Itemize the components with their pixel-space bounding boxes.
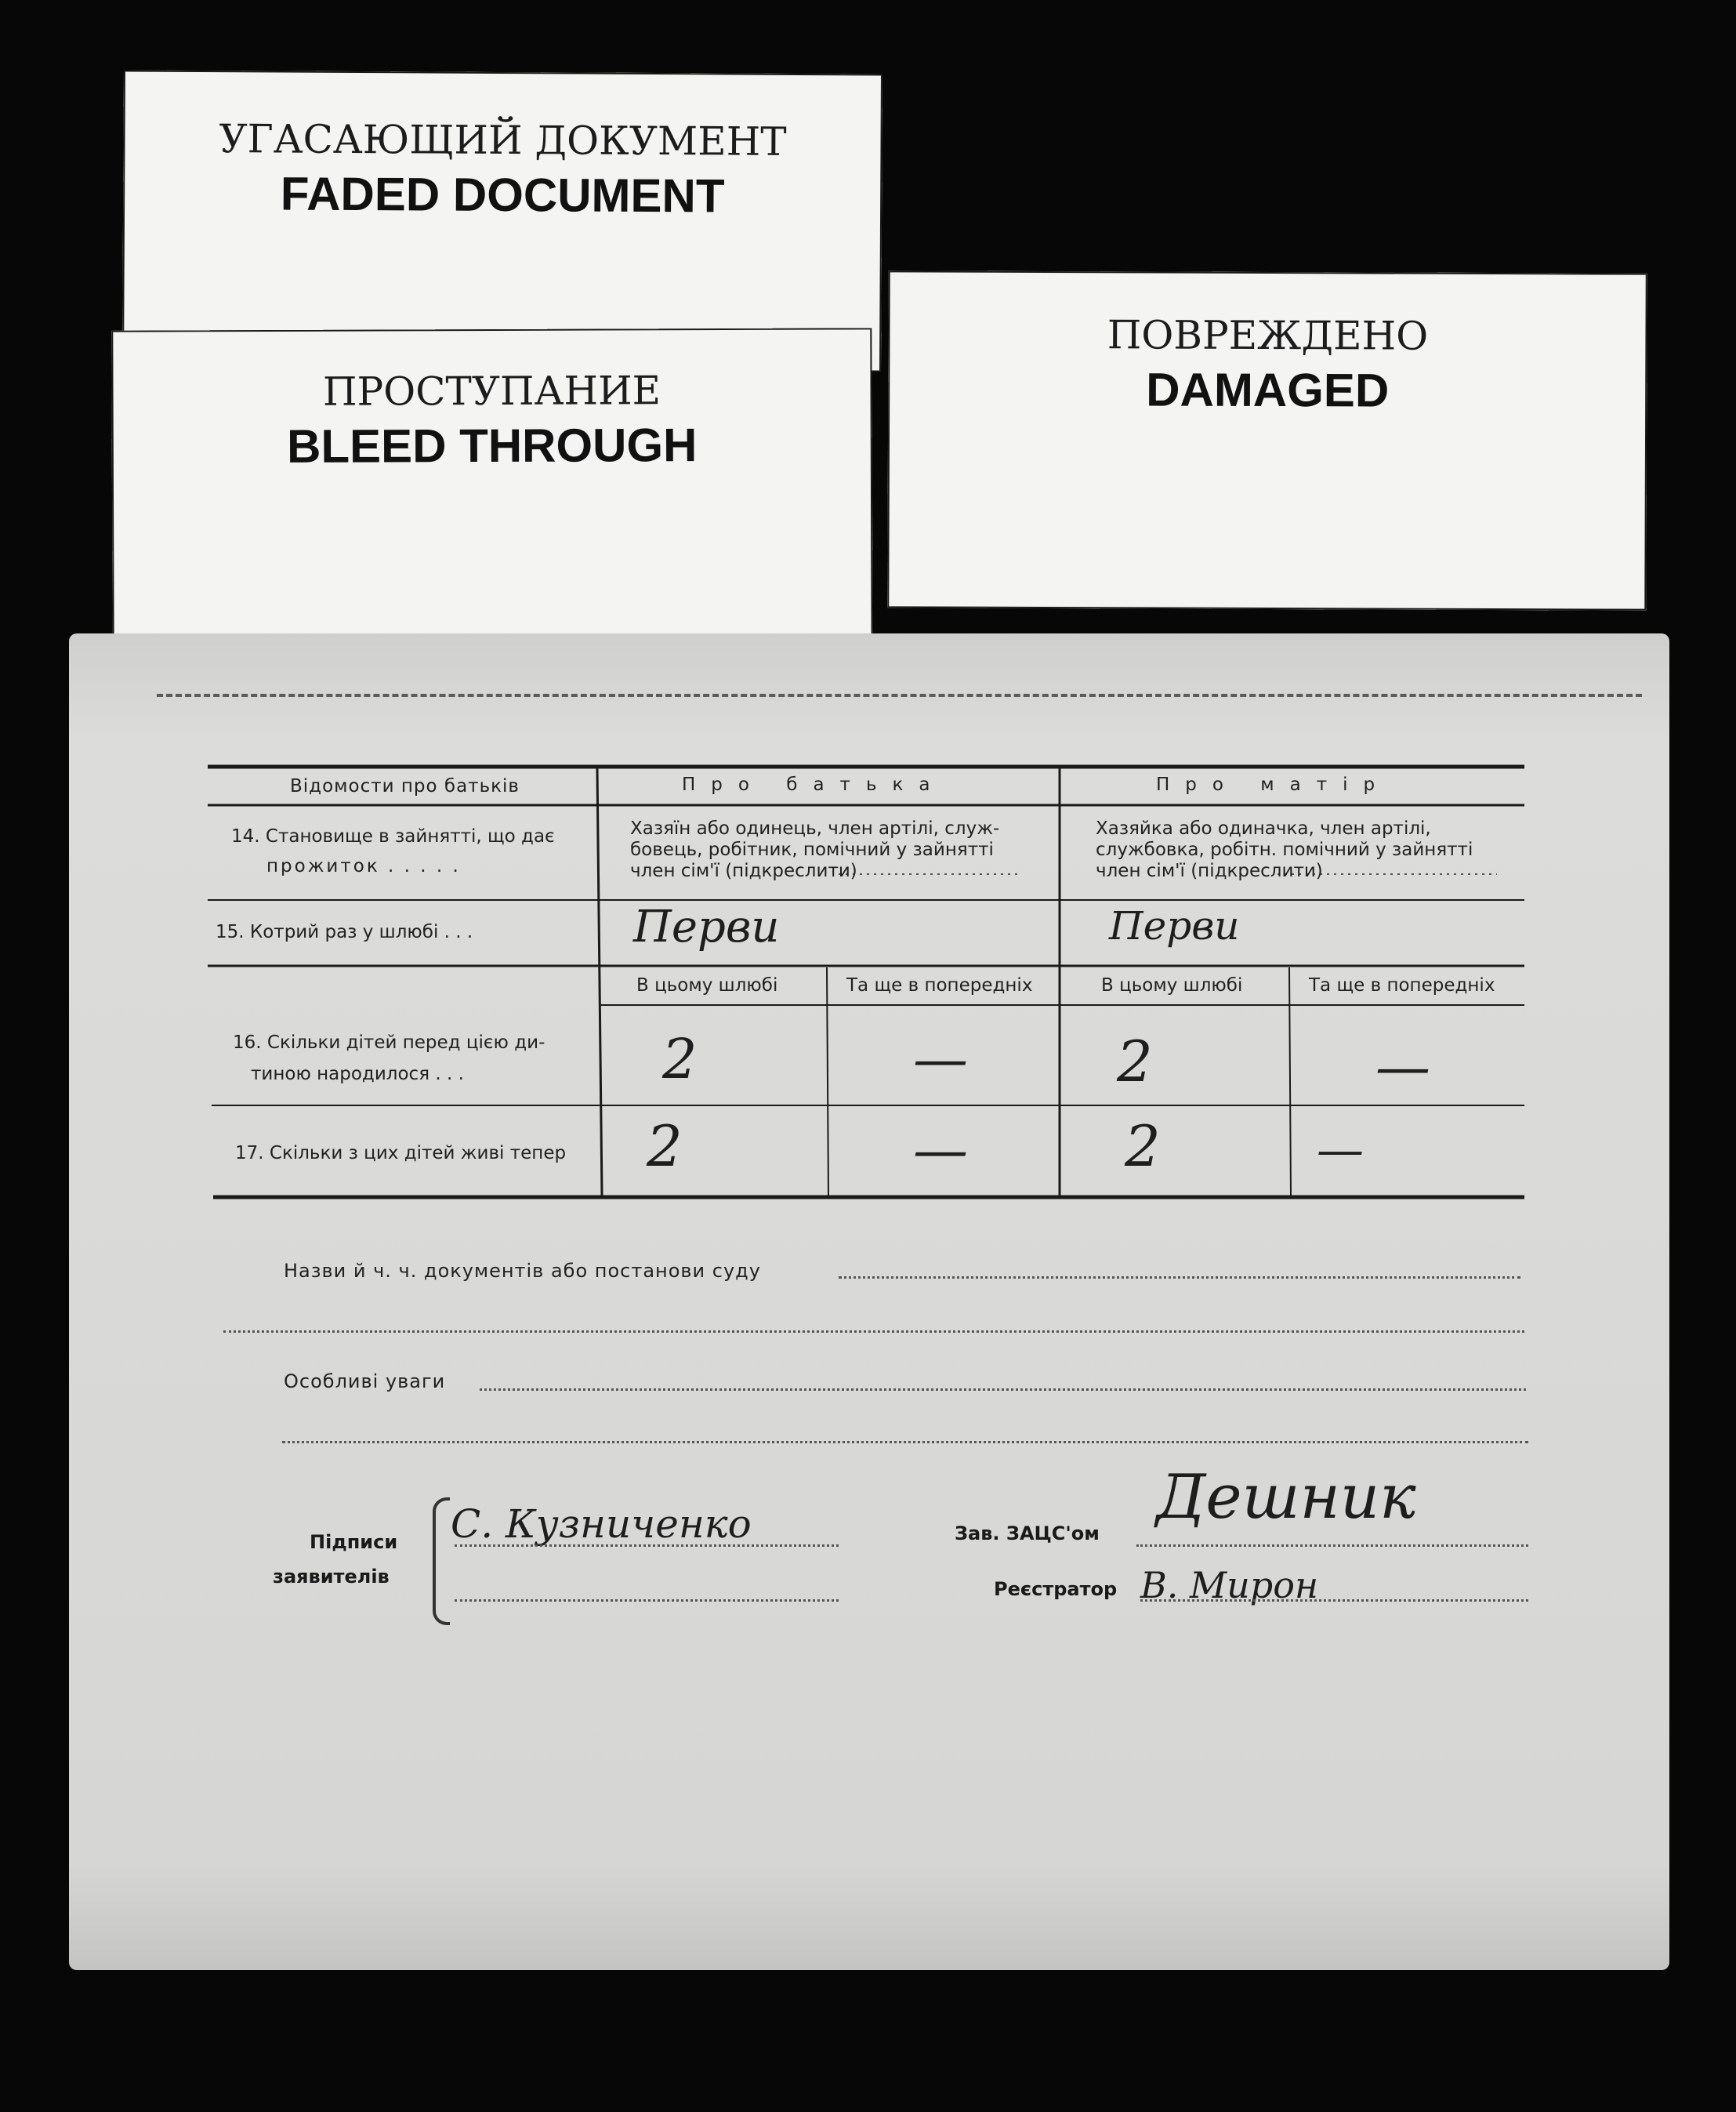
row16-mother-prev: — (1375, 1035, 1430, 1099)
row16-label-line1: 16. Скільки дітей перед цією ди- (233, 1032, 545, 1053)
registrar-signature-line (1140, 1599, 1528, 1602)
subheader-mother-previous: Та ще в попередніх (1309, 975, 1495, 996)
damaged-card-russian: ПОВРЕЖДЕНО (1107, 312, 1429, 359)
remarks-line-2 (282, 1441, 1528, 1443)
row17-label: 17. Скільки з цих дітей живі тепер (235, 1143, 567, 1163)
head-label: Зав. ЗАЦС'ом (955, 1522, 1100, 1544)
row17-father-this: 2 (647, 1113, 683, 1179)
header-about-father: Про батька (682, 775, 946, 795)
applicant-signature-line-2 (455, 1599, 839, 1602)
row17-mother-this: 2 (1125, 1113, 1161, 1179)
applicants-label-line2: заявителів (273, 1566, 390, 1588)
faded-card-english: FADED DOCUMENT (280, 167, 725, 223)
applicant-signature-line-1 (455, 1544, 839, 1547)
registrar-label: Реєстратор (994, 1578, 1118, 1600)
faded-card-russian: УГАСАЮЩИЙ ДОКУМЕНТ (219, 116, 787, 165)
row16-father-this: 2 (662, 1027, 698, 1091)
subheader-mother-this-marriage: В цьому шлюбі (1101, 975, 1243, 996)
row16-mother-this: 2 (1117, 1029, 1153, 1094)
remarks-line (480, 1388, 1526, 1391)
applicants-label-line1: Підписи (310, 1531, 398, 1553)
subheader-father-this-marriage: В цьому шлюбі (636, 975, 778, 996)
applicants-brace (433, 1497, 450, 1625)
head-signature: Дешник (1156, 1462, 1416, 1533)
applicant-signature: С. Кузниченко (451, 1501, 752, 1547)
subheader-father-previous: Та ще в попередніх (846, 975, 1033, 996)
row17-mother-prev: — (1317, 1123, 1364, 1178)
row15-father-handwritten: Перви (633, 902, 780, 953)
header-parents-info: Відомости про батьків (290, 776, 520, 797)
remarks-label: Особливі уваги (284, 1370, 446, 1392)
row14-father-line1: Хазяїн або одинець, член артілі, служ- (630, 818, 1000, 839)
damaged-card-english: DAMAGED (1146, 363, 1390, 417)
row17-father-prev: — (913, 1118, 968, 1182)
row15-label: 15. Котрий раз у шлюбі . . . (216, 922, 473, 942)
header-about-mother: Про матір (1156, 775, 1391, 795)
documents-line-1 (839, 1276, 1520, 1279)
documents-line-2 (223, 1330, 1524, 1333)
head-signature-line (1136, 1544, 1528, 1547)
row14-mother-line2: службовка, робітн. помічний у зайнятті (1096, 840, 1473, 860)
row14-mother-line1: Хазяйка або одиначка, член артілі, (1096, 818, 1431, 839)
documents-label: Назви й ч. ч. документів або постанови суду (284, 1260, 761, 1282)
bleed-card-english: BLEED THROUGH (286, 419, 698, 473)
bleed-card-russian: ПРОСТУПАНИЕ (322, 368, 661, 415)
row14-mother-line3: член сім'ї (підкреслити) (1096, 861, 1323, 881)
row16-father-prev: — (913, 1027, 968, 1091)
row16-label-line2: тиною народилося . . . (251, 1064, 464, 1084)
row14-label-line1: 14. Становище в зайнятті, що дає (231, 826, 555, 847)
row14-father-line2: бовець, робітник, помічний у зайнятті (630, 840, 994, 860)
row14-label-line2: прожиток . . . . . (266, 856, 461, 876)
row15-mother-handwritten: Перви (1109, 903, 1240, 949)
row14-father-line3: член сім'ї (підкреслити) (630, 861, 857, 881)
registrar-signature: В. Мирон (1140, 1564, 1319, 1606)
